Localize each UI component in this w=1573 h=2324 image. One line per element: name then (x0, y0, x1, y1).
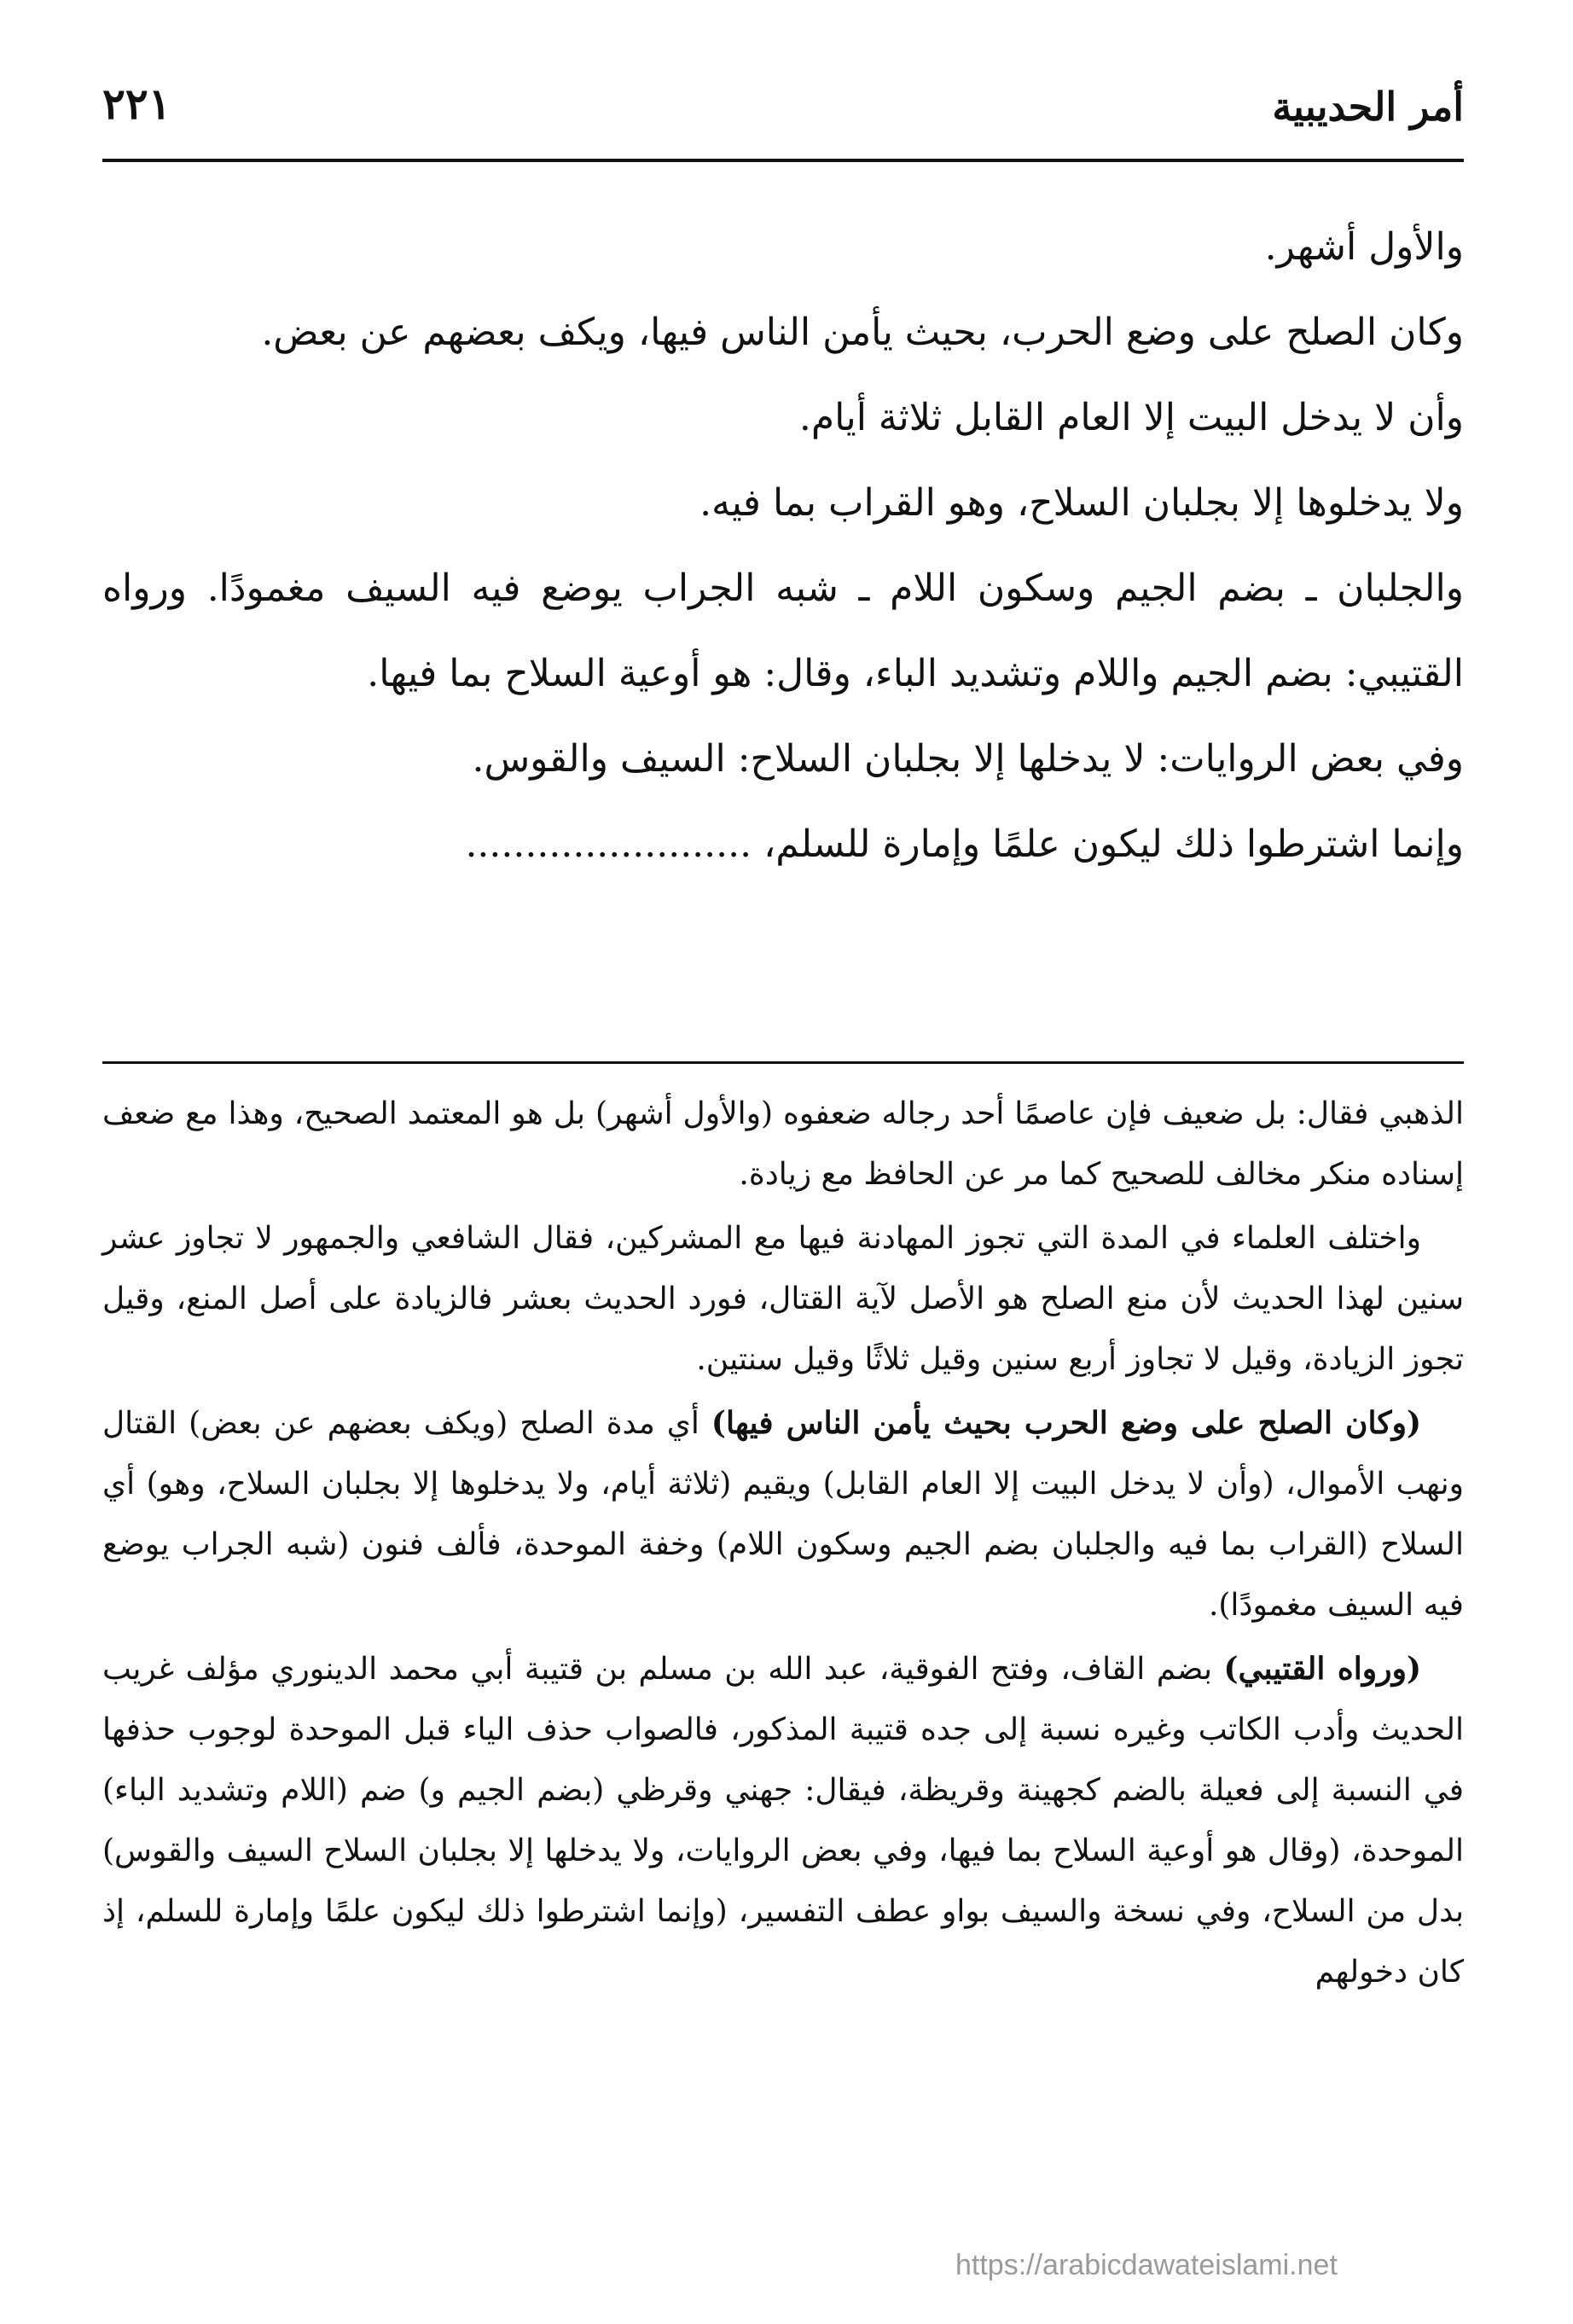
source-watermark: https://arabicdawateislami.net (955, 2249, 1338, 2281)
footnote-bold-lead: (وكان الصلح على وضع الحرب بحيث يأمن الناس فيها) (711, 1405, 1421, 1441)
footnote-text: واختلف العلماء في المدة التي تجوز المهادنة فيها مع المشركين، فقال الشافعي والجمهور لا تجاوز عشر سنين لهذا الحديث لأن منع الصلح هو الأصل لآية القتال، فورد الحديث بعشر فالزيادة على أصل المنع، وقيل تجوز الزيادة، وقيل لا تجاوز أربع سنين وقيل ثلاثًا وقيل سنتين. (102, 1221, 1464, 1377)
footnotes (102, 1084, 1464, 2006)
footnote-paragraph (102, 1084, 1464, 1205)
footnote-text: الذهبي فقال: بل ضعيف فإن عاصمًا أحد رجاله ضعفوه (والأول أشهر) بل هو المعتمد الصحيح، وهذا مع ضعف إسناده منكر مخالف للصحيح كما مر عن الحافظ مع زيادة. (102, 1096, 1464, 1192)
running-title: أمر الحديبية (1272, 84, 1464, 130)
main-paragraph: وكان الصلح على وضع الحرب، بحيث يأمن الناس فيها، ويكف بعضهم عن بعض. (261, 311, 1464, 354)
page-header (102, 78, 1464, 155)
page-number: ٢٢١ (102, 78, 171, 129)
header-divider (102, 159, 1464, 162)
footnote-text: بضم القاف، وفتح الفوقية، عبد الله بن مسلم بن قتيبة أبي محمد الدينوري مؤلف غريب الحديث وأدب الكاتب وغيره نسبة إلى جده قتيبة المذكور، فالصواب حذف الياء قبل الموحدة لوجوب حذفها في النسبة إلى فعيلة بالضم كجهينة وقريظة، فيقال: جهني وقرظي (بضم الجيم و) ضم (اللام وتشديد الباء) الموحدة، (وقال هو أوعية السلاح بما فيها، وفي بعض الروايات، ولا يدخلها إلا بجلبان السلاح السيف والقوس) بدل من السلاح، وفي نسخة والسيف بواو عطف التفسير، (وإنما اشترطوا ذلك ليكون علمًا وإمارة للسلم، إذ كان دخولهم (102, 1652, 1464, 1990)
footnote-divider (102, 1061, 1464, 1064)
footnote-paragraph (102, 1208, 1464, 1390)
footnote-text: أي مدة الصلح (ويكف بعضهم عن بعض) القتال ونهب الأموال، (وأن لا يدخل البيت إلا العام القابل) ويقيم (ثلاثة أيام، ولا يدخلوها إلا بجلبان السلاح، وهو) أي السلاح (القراب بما فيه والجلبان بضم الجيم وسكون اللام) وخفة الموحدة، فألف فنون (شبه الجراب يوضع فيه السيف مغمودًا). (102, 1406, 1464, 1623)
main-paragraph: والأول أشهر. (1264, 225, 1464, 269)
footnote-bold-lead: (ورواه القتيبي) (1223, 1651, 1421, 1687)
footnote-paragraph (102, 1393, 1464, 1636)
footnote-paragraph (102, 1639, 1464, 2002)
main-paragraph: ولا يدخلوها إلا بجلبان السلاح، وهو القراب بما فيه. (699, 481, 1464, 525)
main-paragraph: وفي بعض الروايات: لا يدخلها إلا بجلبان السلاح: السيف والقوس. (472, 737, 1464, 781)
main-text (102, 205, 1464, 887)
main-paragraph: والجلبان ـ بضم الجيم وسكون اللام ـ شبه الجراب يوضع فيه السيف مغمودًا. ورواه القتيبي: بضم الجيم واللام وتشديد الباء، وقال: هو أوعية السلاح بما فيها. (102, 566, 1464, 695)
main-paragraph: وأن لا يدخل البيت إلا العام القابل ثلاثة أيام. (798, 396, 1464, 439)
main-paragraph: وإنما اشترطوا ذلك ليكون علمًا وإمارة للسلم، ........................ (465, 822, 1464, 866)
